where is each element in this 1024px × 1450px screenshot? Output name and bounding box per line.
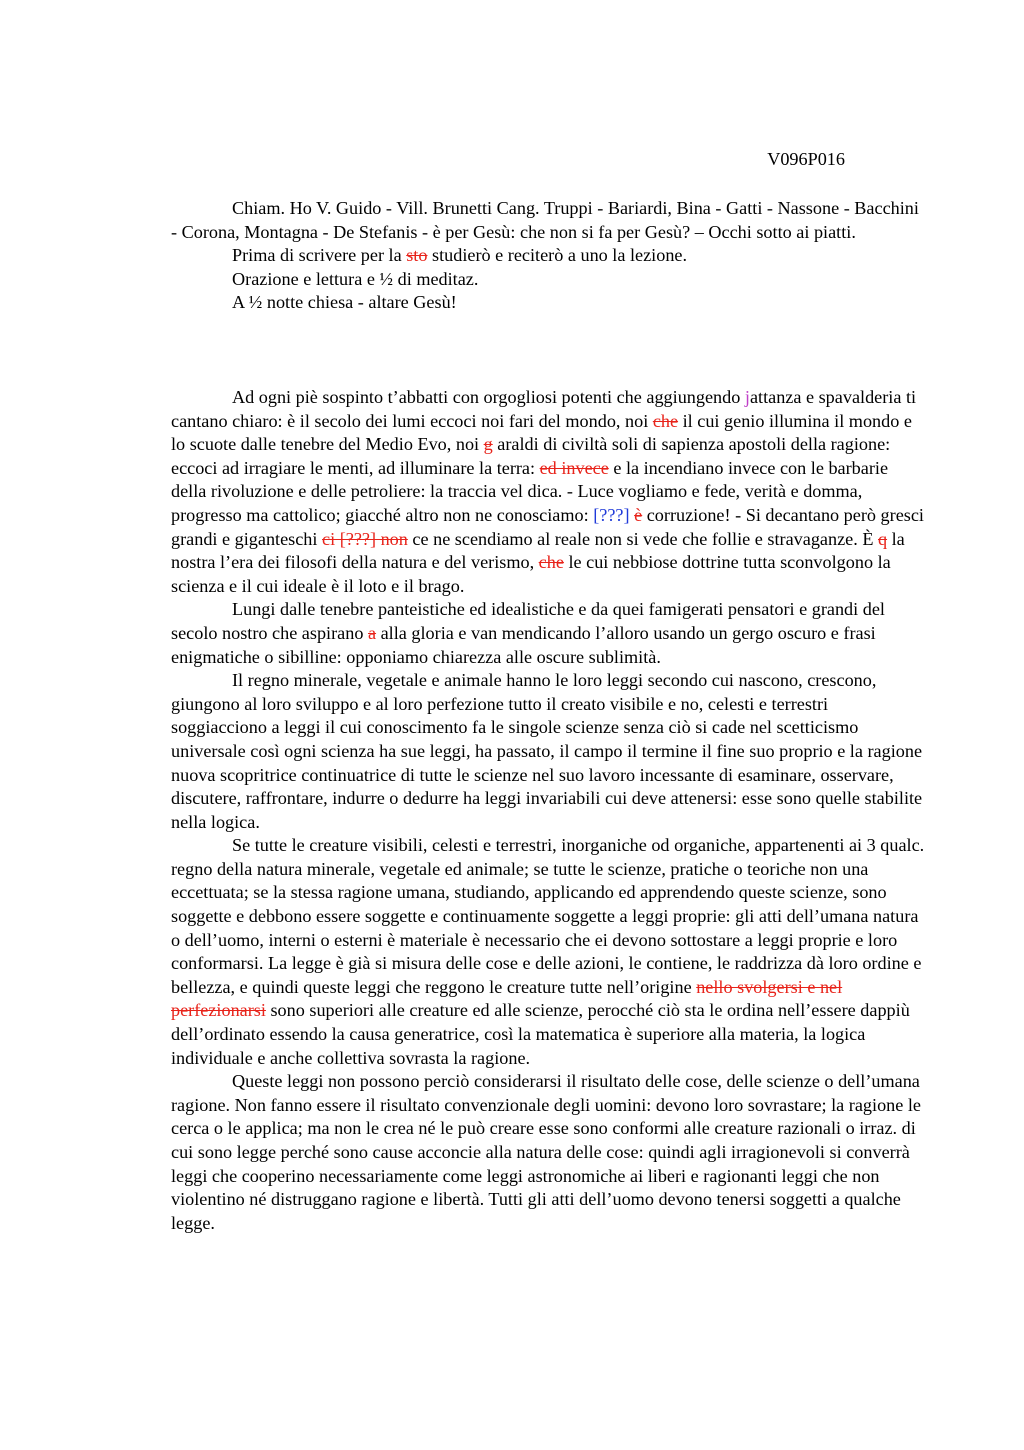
paragraph-3: Il regno minerale, vegetale e animale hanno le loro leggi secondo cui nascono, crescono, giungono al loro sviluppo e al loro perfezione tutto il creato visibile e no, celesti e terrestri soggiacciono a leggi il cui conoscimento fa le singole scienze senza ciò si cade nel scetticismo universale così ogni scienza ha sue leggi, ha passato, il campo il termine il fine suo proprio e la ragione nuova scopritrice continuatrice di tutte le scienze nel suo lavoro incessante di esaminare, osservare, discutere, raffrontare, indurre o dedurre ha leggi invariabili cui deve attenersi: esse sono quelle stabilite nella logica.	[171, 670, 923, 832]
header-paragraph: Chiam. Ho V. Guido - Vill. Brunetti Cang. Truppi - Bariardi, Bina - Gatti - Nassone - Bacchini - Corona, Montagna - De Stefanis - è per Gesù: che non si fa per Gesù? – Occhi sotto ai piatti.	[171, 198, 919, 242]
paragraph-4	[171, 834, 927, 1070]
text-span: studierò e reciterò a uno la lezione.	[427, 245, 688, 266]
deleted-text: che	[652, 410, 679, 431]
page-identifier: V096P016	[767, 149, 845, 169]
text-span: Prima di scrivere per la	[232, 245, 407, 266]
text-span: attanza e spavalderia ti cantano chiaro: è il secolo dei lumi eccoci noi fari del mondo, noi	[171, 387, 917, 431]
deleted-text: ed invece	[539, 457, 609, 478]
deleted-text: è	[634, 504, 643, 525]
header-line-3: Orazione e lettura e ½ di meditaz.	[232, 268, 479, 289]
text-span: sono superiori alle creature ed alle scienze, perocché ciò sta le ordina nell’essere dappiù dell’ordinato essendo la causa generatrice, così la matematica è superiore alla materia, la logica individuale e anche collettiva sovrasta la ragione.	[171, 1000, 910, 1068]
text-span: e la incendiano invece con le barbarie della rivoluzione e delle petroliere: la traccia vel dica. - Luce vogliamo e fede, verità e domma, progresso ma cattolico; giacché altro non ne conosciamo:	[171, 457, 889, 525]
paragraph-2	[171, 598, 927, 669]
text-span: Ad ogni piè sospinto t’abbatti con orgogliosi potenti che aggiungendo	[232, 387, 745, 407]
text-span: Se tutte le creature visibili, celesti e terrestri, inorganiche od organiche, appartenenti ai 3 qualc. regno della natura minerale, vegetale ed animale; se tutte le scienze, pratiche o teoriche non una eccettuata; se la stessa ragione umana, studiando, applicando ed apprendendo queste scienze, sono soggette e debbono essere soggette e continuamente soggette a leggi proprie: gli atti dell’umana natura o dell’uomo, interni o esterni è materiale è necessario che ei devono sottostare a leggi proprie e loro conformarsi. La legge è già si misura delle cose e delle azioni, le contiene, le raddrizza dà loro ordine e bellezza, e quindi queste leggi che reggono le creature tutte nell’origine	[171, 835, 925, 997]
deleted-text: che	[538, 552, 564, 573]
text-span: corruzione! - Si decantano però gresci grandi e giganteschi	[171, 504, 924, 549]
deleted-text: ci [???] non	[322, 528, 408, 549]
deleted-text: nello svolgersi e nel perfezionarsi	[171, 976, 843, 1021]
deleted-text: q	[877, 528, 888, 549]
deleted-text: a	[367, 622, 377, 643]
header-notes	[171, 197, 927, 315]
header-line-2	[171, 244, 927, 268]
text-span: il cui genio illumina il mondo e lo scuote dalle tenebre del Medio Evo, noi	[171, 410, 912, 455]
paragraph-1	[171, 386, 927, 598]
inserted-text: j	[744, 387, 750, 407]
text-span: le cui nebbiose dottrine tutta sconvolgono la scienza e il cui ideale è il loto e il brago.	[171, 552, 891, 596]
header-line-4: A ½ notte chiesa - altare Gesù!	[232, 292, 457, 313]
text-span: Lungi dalle tenebre panteistiche ed idealistiche e da quei famigerati pensatori e grandi del secolo nostro che aspirano	[171, 599, 885, 643]
text-span: la nostra l’era dei filosofi della natura e del verismo,	[171, 528, 905, 573]
text-span: araldi di civiltà soli di sapienza apostoli della ragione: eccoci ad irragiare le menti, ad illuminare la terra:	[171, 434, 891, 478]
document-page	[171, 0, 927, 1450]
paragraph-5: Queste leggi non possono perciò considerarsi il risultato delle cose, delle scienze o dell’umana ragione. Non fanno essere il risultato convenzionale degli uomini: devono loro sovrastare; la ragione le cerca o le applica; ma non le crea né le può creare esse sono conformi alle creature razionali o irraz. di cui sono legge perché sono cause acconcie alla natura delle cose: quindi agli irragionevoli si converrà leggi che cooperino necessariamente come leggi astronomiche ai liberi e ragionanti leggi che non violentino né distruggano ragione e libertà. Tutti gli atti dell’uomo devono tenersi soggetti a qualche legge.	[171, 1071, 922, 1233]
deleted-text: g	[483, 434, 493, 455]
uncertain-reading: [???]	[593, 504, 630, 525]
text-span: ce ne scendiamo al reale non si vede che follie e stravaganze. È	[407, 528, 878, 549]
body-text	[171, 386, 927, 1235]
deleted-text: sto	[406, 245, 428, 266]
text-span: alla gloria e van mendicando l’alloro usando un gergo oscuro e frasi enigmatiche o sibilline: opponiamo chiarezza alle oscure sublimità.	[171, 622, 876, 667]
